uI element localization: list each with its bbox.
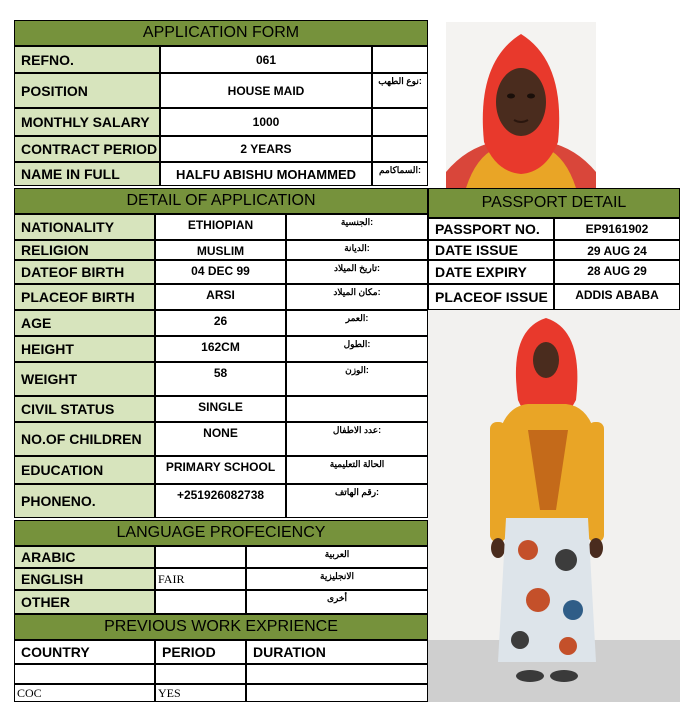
form-row-value: 2 YEARS bbox=[160, 136, 372, 162]
detail-row-label: HEIGHT bbox=[14, 336, 155, 362]
detail-row-value: PRIMARY SCHOOL bbox=[155, 456, 286, 484]
detail-row-value: SINGLE bbox=[155, 396, 286, 422]
passport-row-label: PASSPORT NO. bbox=[428, 218, 554, 240]
detail-row-label: DATEOF BIRTH bbox=[14, 260, 155, 284]
form-row-value: HALFU ABISHU MOHAMMED bbox=[160, 162, 372, 186]
detail-row-value: 04 DEC 99 bbox=[155, 260, 286, 284]
form-row-arabic-label: :السماكامم bbox=[372, 162, 428, 186]
language-proficiency-header: LANGUAGE PROFECIENCY bbox=[14, 520, 428, 546]
form-row-value: 061 bbox=[160, 46, 372, 73]
language-row-arabic-label: الانجليزية bbox=[246, 568, 428, 590]
full-body-photo bbox=[428, 310, 680, 702]
language-row-label: ENGLISH bbox=[14, 568, 155, 590]
detail-row-value: +251926082738 bbox=[155, 484, 286, 518]
detail-row-label: WEIGHT bbox=[14, 362, 155, 396]
detail-row-arabic-label: :مكان الميلاد bbox=[286, 284, 428, 310]
language-row-label: ARABIC bbox=[14, 546, 155, 568]
detail-row-label: CIVIL STATUS bbox=[14, 396, 155, 422]
language-row-label: OTHER bbox=[14, 590, 155, 614]
detail-row-value: ETHIOPIAN bbox=[155, 214, 286, 240]
period-column-header: PERIOD bbox=[155, 640, 246, 664]
detail-row-label: EDUCATION bbox=[14, 456, 155, 484]
form-row-arabic-label bbox=[372, 108, 428, 136]
form-row-label: REFNO. bbox=[14, 46, 160, 73]
detail-row-value: MUSLIM bbox=[155, 240, 286, 260]
detail-row-arabic-label: :الطول bbox=[286, 336, 428, 362]
language-row-level: FAIR bbox=[155, 568, 246, 590]
passport-row-value: 29 AUG 24 bbox=[554, 240, 680, 260]
detail-row-label: NO.OF CHILDREN bbox=[14, 422, 155, 456]
detail-row-value: NONE bbox=[155, 422, 286, 456]
experience-empty-cell bbox=[155, 664, 246, 684]
language-row-level bbox=[155, 590, 246, 614]
headshot-photo bbox=[446, 22, 596, 188]
country-column-header: COUNTRY bbox=[14, 640, 155, 664]
form-row-label: NAME IN FULL bbox=[14, 162, 160, 186]
duration-column-header: DURATION bbox=[246, 640, 428, 664]
detail-row-arabic-label bbox=[286, 396, 428, 422]
detail-row-arabic-label: الحالة التعليمية bbox=[286, 456, 428, 484]
detail-row-label: AGE bbox=[14, 310, 155, 336]
detail-row-value: 58 bbox=[155, 362, 286, 396]
detail-row-arabic-label: :العمر bbox=[286, 310, 428, 336]
coc-label: COC bbox=[14, 684, 155, 702]
detail-row-label: NATIONALITY bbox=[14, 214, 155, 240]
detail-row-arabic-label: :الوزن bbox=[286, 362, 428, 396]
form-row-label: MONTHLY SALARY bbox=[14, 108, 160, 136]
form-row-label: CONTRACT PERIOD bbox=[14, 136, 160, 162]
detail-row-arabic-label: :عدد الاطفال bbox=[286, 422, 428, 456]
passport-row-label: DATE ISSUE bbox=[428, 240, 554, 260]
experience-empty-cell bbox=[14, 664, 155, 684]
detail-row-label: PHONENO. bbox=[14, 484, 155, 518]
form-row-label: POSITION bbox=[14, 73, 160, 108]
detail-row-arabic-label: :رقم الهاتف bbox=[286, 484, 428, 518]
passport-row-value: ADDIS ABABA bbox=[554, 284, 680, 310]
previous-work-header: PREVIOUS WORK EXPRIENCE bbox=[14, 614, 428, 640]
passport-row-value: EP9161902 bbox=[554, 218, 680, 240]
passport-detail-header: PASSPORT DETAIL bbox=[428, 188, 680, 218]
detail-row-value: 26 bbox=[155, 310, 286, 336]
form-row-arabic-label bbox=[372, 136, 428, 162]
language-row-arabic-label: أخرى bbox=[246, 590, 428, 614]
detail-row-arabic-label: :تاريخ الميلاد bbox=[286, 260, 428, 284]
detail-row-label: RELIGION bbox=[14, 240, 155, 260]
form-row-value: 1000 bbox=[160, 108, 372, 136]
detail-row-value: 162CM bbox=[155, 336, 286, 362]
application-form-header: APPLICATION FORM bbox=[14, 20, 428, 46]
detail-row-arabic-label: :الجنسية bbox=[286, 214, 428, 240]
passport-row-label: PLACEOF ISSUE bbox=[428, 284, 554, 310]
form-row-value: HOUSE MAID bbox=[160, 73, 372, 108]
detail-row-arabic-label: :الديانة bbox=[286, 240, 428, 260]
experience-empty-cell bbox=[246, 664, 428, 684]
form-row-arabic-label bbox=[372, 46, 428, 73]
detail-row-value: ARSI bbox=[155, 284, 286, 310]
passport-row-label: DATE EXPIRY bbox=[428, 260, 554, 284]
coc-empty-cell bbox=[246, 684, 428, 702]
language-row-level bbox=[155, 546, 246, 568]
form-row-arabic-label: :نوع الطهب bbox=[372, 73, 428, 108]
detail-row-label: PLACEOF BIRTH bbox=[14, 284, 155, 310]
language-row-arabic-label: العربية bbox=[246, 546, 428, 568]
passport-row-value: 28 AUG 29 bbox=[554, 260, 680, 284]
detail-of-application-header: DETAIL OF APPLICATION bbox=[14, 188, 428, 214]
coc-value: YES bbox=[155, 684, 246, 702]
